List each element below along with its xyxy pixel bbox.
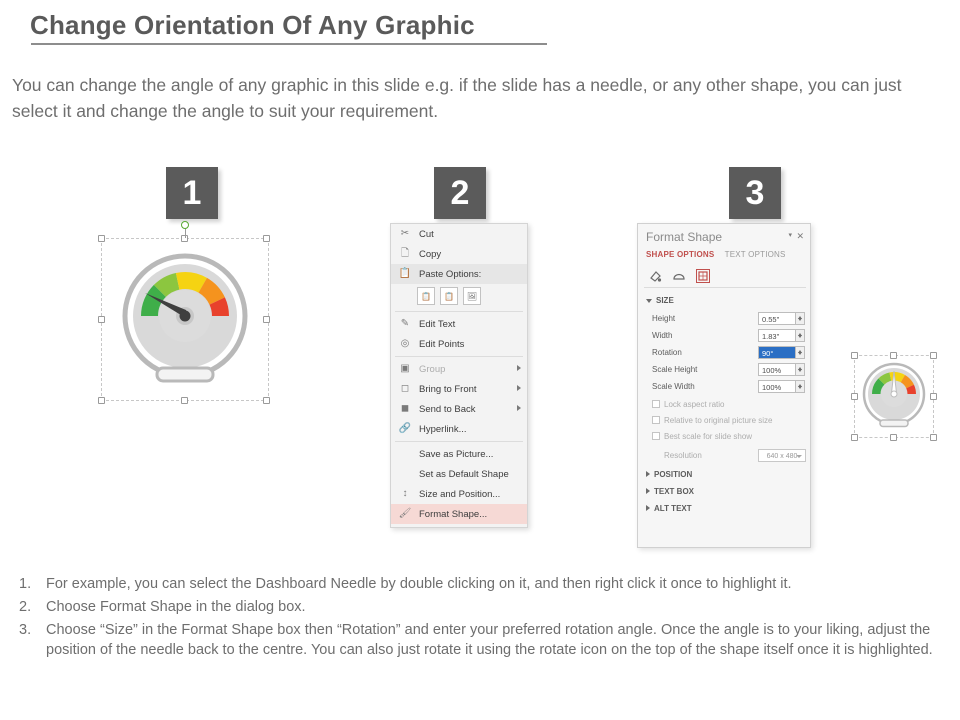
context-menu-item-edit-text[interactable] [391, 314, 527, 334]
tab-text-options[interactable]: TEXT OPTIONS [724, 250, 786, 259]
size-position-icon: ↕ [402, 488, 408, 499]
context-menu-item-label: Send to Back [419, 403, 476, 415]
list-item-number: 3. [19, 622, 32, 638]
scale-width-stepper[interactable] [796, 380, 805, 393]
step-badge-3: 3 [729, 167, 781, 219]
chevron-right-icon [517, 385, 521, 391]
field-label: Width [652, 331, 673, 340]
list-item [12, 574, 948, 594]
context-menu-item-label: Size and Position... [419, 488, 501, 500]
context-menu-item-label: Group [419, 363, 446, 375]
menu-separator [395, 311, 523, 312]
bring-front-icon: ◻ [400, 383, 410, 394]
edit-text-icon: ✎ [400, 318, 410, 329]
page-subtitle: You can change the angle of any graphic in this slide e.g. if the slide has a needle, or any other shape, you can just select it and change the angle to suit your requirement. [12, 75, 902, 121]
field-row-scale-height[interactable] [652, 363, 804, 377]
context-menu-item-label: Hyperlink... [419, 423, 467, 435]
format-shape-pane[interactable] [637, 223, 811, 548]
context-menu-item-paste-options[interactable] [391, 264, 527, 284]
scissors-icon: ✂ [400, 228, 410, 239]
checkbox-best-scale-for-slide-show: Best scale for slide show [652, 432, 752, 441]
paste-destination-theme-icon[interactable]: 📋 [440, 287, 458, 305]
checkbox-box [652, 432, 660, 440]
rotation-input[interactable]: 90° [758, 346, 796, 359]
group-icon: ▣ [400, 363, 410, 374]
pane-divider [644, 287, 806, 288]
context-menu-item-edit-points[interactable] [391, 334, 527, 354]
tab-shape-options[interactable]: SHAPE OPTIONS [646, 250, 715, 259]
context-menu-item-label: Copy [419, 248, 442, 260]
menu-separator [395, 356, 523, 357]
list-item-number: 2. [19, 599, 32, 615]
list-item-text: Choose Format Shape in the dialog box. [46, 599, 306, 615]
context-menu-item-label: Format Shape... [419, 508, 488, 520]
send-back-icon: ◼ [400, 403, 410, 414]
field-row-width[interactable] [652, 329, 804, 343]
checkbox-box [652, 416, 660, 424]
triangle-right-icon [646, 505, 650, 511]
list-item-number: 1. [19, 576, 32, 592]
height-stepper[interactable] [796, 312, 805, 325]
resize-handle-bottom-center-result[interactable] [890, 434, 897, 441]
scale-width-input[interactable]: 100% [758, 380, 796, 393]
size-properties-icon[interactable] [696, 269, 710, 283]
context-menu-item-save-as-picture[interactable] [391, 444, 527, 464]
context-menu-item-format-shape[interactable] [391, 504, 527, 524]
context-menu[interactable] [390, 223, 528, 528]
field-row-scale-width[interactable] [652, 380, 804, 394]
page-title: Change Orientation Of Any Graphic [30, 10, 475, 40]
close-icon[interactable]: ✕ [796, 231, 804, 241]
context-menu-item-label: Save as Picture... [419, 448, 494, 460]
resize-handle-top-left[interactable] [98, 235, 105, 242]
resize-handle-middle-left[interactable] [98, 316, 105, 323]
chevron-down-icon[interactable]: ▾ [788, 232, 792, 239]
pane-tabs[interactable] [646, 250, 786, 259]
list-item [12, 620, 948, 660]
list-item-text: Choose “Size” in the Format Shape box then “Rotation” and enter your preferred rotation angle. Once the angle is to your liking, adjust the position of the needle back to the centre. You can also just rotate it using the rotate icon on the top of the shape itself once it is highlighted. [46, 622, 933, 658]
chevron-right-icon [517, 365, 521, 371]
step-badge-1: 1 [166, 167, 218, 219]
resize-handle-top-left-result[interactable] [851, 352, 858, 359]
menu-separator [395, 441, 523, 442]
context-menu-item-label: Paste Options: [419, 268, 482, 280]
paste-keep-formatting-icon[interactable]: 📋 [417, 287, 435, 305]
hyperlink-icon: 🔗 [398, 423, 412, 434]
checkbox-lock-aspect-ratio[interactable]: Lock aspect ratio [652, 400, 724, 409]
field-label: Height [652, 314, 676, 323]
scale-height-stepper[interactable] [796, 363, 805, 376]
context-menu-item-group [391, 359, 527, 379]
resize-handle-bottom-left[interactable] [98, 397, 105, 404]
list-item-text: For example, you can select the Dashboard Needle by double clicking on it, and then right click it once to highlight it. [46, 576, 792, 592]
scale-height-input[interactable]: 100% [758, 363, 796, 376]
context-menu-item-hyperlink[interactable] [391, 419, 527, 439]
checkbox-relative-to-original-picture-size: Relative to original picture size [652, 416, 773, 425]
edit-points-icon: ◎ [400, 338, 410, 349]
chevron-down-icon [796, 455, 802, 458]
rotate-handle-icon[interactable] [181, 221, 189, 229]
resize-handle-middle-right[interactable] [263, 316, 270, 323]
resolution-select[interactable] [758, 449, 806, 462]
checkbox-box[interactable] [652, 400, 660, 408]
dashboard-gauge-graphic-rotated[interactable] [860, 360, 928, 432]
field-row-resolution [652, 449, 804, 463]
triangle-right-icon [646, 471, 650, 477]
resize-handle-bottom-left-result[interactable] [851, 434, 858, 441]
width-input[interactable]: 1.83" [758, 329, 796, 342]
resize-handle-top-center-result[interactable] [890, 352, 897, 359]
context-menu-item-size-and-position[interactable] [391, 484, 527, 504]
rotation-stepper[interactable] [796, 346, 805, 359]
chevron-right-icon [517, 405, 521, 411]
field-row-height[interactable] [652, 312, 804, 326]
fill-icon[interactable] [648, 269, 662, 283]
pane-icon-tabs[interactable] [644, 266, 806, 286]
context-menu-item-send-to-back[interactable] [391, 399, 527, 419]
paste-picture-icon[interactable]: 🖼 [463, 287, 481, 305]
resize-handle-bottom-right-result[interactable] [930, 434, 937, 441]
context-menu-item-label: Edit Points [419, 338, 465, 350]
resize-handle-top-right-result[interactable] [930, 352, 937, 359]
context-menu-item-copy[interactable] [391, 244, 527, 264]
context-menu-item-label: Set as Default Shape [419, 468, 509, 480]
resize-handle-top-right[interactable] [263, 235, 270, 242]
paste-options-row[interactable] [391, 284, 527, 309]
clipboard-icon: 📋 [398, 268, 412, 279]
resize-handle-bottom-right[interactable] [263, 397, 270, 404]
context-menu-item-label: Cut [419, 228, 434, 240]
context-menu-item-label: Bring to Front [419, 383, 477, 395]
section-header-size[interactable]: SIZE [646, 296, 674, 305]
triangle-down-icon [646, 299, 652, 303]
section-header-text-box[interactable]: TEXT BOX [646, 487, 694, 496]
list-item [12, 597, 948, 617]
field-label: Scale Height [652, 365, 698, 374]
effects-icon[interactable] [672, 269, 686, 283]
section-header-position[interactable]: POSITION [646, 470, 692, 479]
context-menu-item-cut[interactable] [391, 224, 527, 244]
dashboard-gauge-graphic-original[interactable] [117, 250, 253, 390]
title-underline [31, 43, 547, 45]
section-header-alt-text[interactable]: ALT TEXT [646, 504, 692, 513]
copy-icon: 🗋 [400, 248, 410, 259]
field-label: Scale Width [652, 382, 695, 391]
step-badge-2: 2 [434, 167, 486, 219]
resize-handle-middle-left-result[interactable] [851, 393, 858, 400]
field-row-rotation[interactable] [652, 346, 804, 360]
triangle-right-icon [646, 488, 650, 494]
width-stepper[interactable] [796, 329, 805, 342]
context-menu-item-bring-to-front[interactable] [391, 379, 527, 399]
context-menu-item-set-as-default-shape[interactable] [391, 464, 527, 484]
field-label: Resolution [664, 451, 702, 460]
resize-handle-bottom-center[interactable] [181, 397, 188, 404]
instructions-list [12, 574, 948, 663]
context-menu-item-label: Edit Text [419, 318, 456, 330]
format-shape-icon: 🖌 [398, 508, 412, 519]
resize-handle-middle-right-result[interactable] [930, 393, 937, 400]
height-input[interactable]: 0.55" [758, 312, 796, 325]
field-label: Rotation [652, 348, 682, 357]
resolution-value: 640 x 480 [766, 453, 798, 460]
pane-title: Format Shape [646, 230, 723, 244]
